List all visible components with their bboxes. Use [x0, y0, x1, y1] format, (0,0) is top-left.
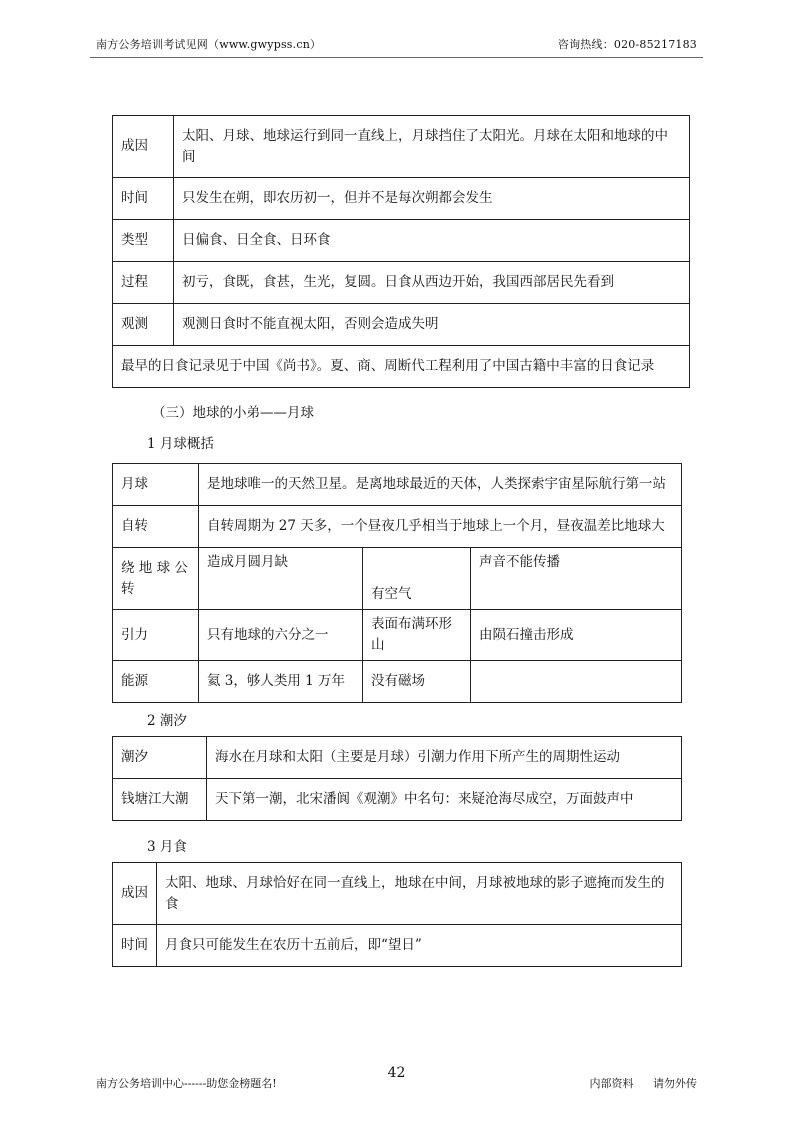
row-key: 观测: [113, 304, 174, 346]
row-value: 太阳、地球、月球恰好在同一直线上，地球在中间，月球被地球的影子遮掩而发生的食: [157, 863, 682, 925]
table-row: [113, 178, 690, 220]
row-value: 自转周期为 27 天多，一个昼夜几乎相当于地球上一个月，昼夜温差比地球大: [199, 506, 682, 548]
table-row: [113, 737, 682, 779]
row-key: 月球: [113, 464, 199, 506]
row-value: 初亏，食既，食甚，生光，复圆。日食从西边开始，我国西部居民先看到: [174, 262, 690, 304]
row-key: 绕 地 球 公 转: [113, 548, 199, 610]
lunar-eclipse-table: [112, 862, 682, 967]
moon-overview-table: [112, 463, 682, 703]
row-key: 能源: [113, 661, 199, 703]
row-key: 成因: [113, 116, 174, 178]
table-row: [113, 661, 682, 703]
table-row: [113, 506, 682, 548]
subsection-heading: 3 月食: [147, 839, 187, 855]
row-key: 潮汐: [113, 737, 207, 779]
row-value: 天下第一潮，北宋潘阆《观潮》中名句：来疑沧海尽成空，万面鼓声中: [207, 779, 682, 821]
row-value: 日偏食、日全食、日环食: [174, 220, 690, 262]
table-cell: 声音不能传播: [471, 548, 682, 610]
table-cell: 造成月圆月缺: [199, 548, 363, 610]
row-key: 引力: [113, 610, 199, 661]
row-value: 月食只可能发生在农历十五前后，即“望日”: [157, 925, 682, 967]
row-value: 太阳、月球、地球运行到同一直线上，月球挡住了太阳光。月球在太阳和地球的中间: [174, 116, 690, 178]
row-key: 时间: [113, 178, 174, 220]
table-row: [113, 779, 682, 821]
row-key: 自转: [113, 506, 199, 548]
table-cell: 没有磁场: [363, 661, 471, 703]
row-key: 钱塘江大潮: [113, 779, 207, 821]
row-key: 时间: [113, 925, 157, 967]
row-value: 只发生在朔，即农历初一，但并不是每次朔都会发生: [174, 178, 690, 220]
table-row: [113, 220, 690, 262]
tide-table: [112, 736, 682, 821]
table-row: [113, 610, 682, 661]
table-cell: 表面布满环形山: [363, 610, 471, 661]
row-key: 成因: [113, 863, 157, 925]
table-cell: 只有地球的六分之一: [199, 610, 363, 661]
row-value: 海水在月球和太阳（主要是月球）引潮力作用下所产生的周期性运动: [207, 737, 682, 779]
row-value: 是地球唯一的天然卫星。是离地球最近的天体，人类探索宇宙星际航行第一站: [199, 464, 682, 506]
table-row: [113, 304, 690, 346]
table-row: [113, 548, 682, 610]
header-left-text: 南方公务培训考试见网（www.gwypss.cn）: [96, 38, 322, 51]
table-cell: 氦 3，够人类用 1 万年: [199, 661, 363, 703]
subsection-heading: 1 月球概括: [147, 436, 214, 452]
row-key: 过程: [113, 262, 174, 304]
row-key: 类型: [113, 220, 174, 262]
table-cell: 有空气: [363, 548, 471, 610]
footer-right-text: 内部资料 请勿外传: [589, 1077, 697, 1090]
table-row: [113, 925, 682, 967]
table-row: [113, 262, 690, 304]
table-row: [113, 464, 682, 506]
table-row: [113, 863, 682, 925]
table-cell: [471, 661, 682, 703]
header-right-text: 咨询热线：020-85217183: [557, 38, 697, 51]
table-cell: 由陨石撞击形成: [471, 610, 682, 661]
table-row: [113, 116, 690, 178]
table-note: 最早的日食记录见于中国《尚书》。夏、商、周断代工程利用了中国古籍中丰富的日食记录: [113, 346, 690, 388]
footer-left-text: 南方公务培训中心------助您金榜题名!: [96, 1077, 277, 1090]
page-number: 42: [387, 1065, 406, 1081]
header-divider: [90, 57, 703, 58]
solar-eclipse-table: [112, 115, 690, 388]
row-value: 观测日食时不能直视太阳，否则会造成失明: [174, 304, 690, 346]
section-heading: （三）地球的小弟——月球: [152, 405, 314, 421]
table-row: [113, 346, 690, 388]
subsection-heading: 2 潮汐: [147, 713, 187, 729]
